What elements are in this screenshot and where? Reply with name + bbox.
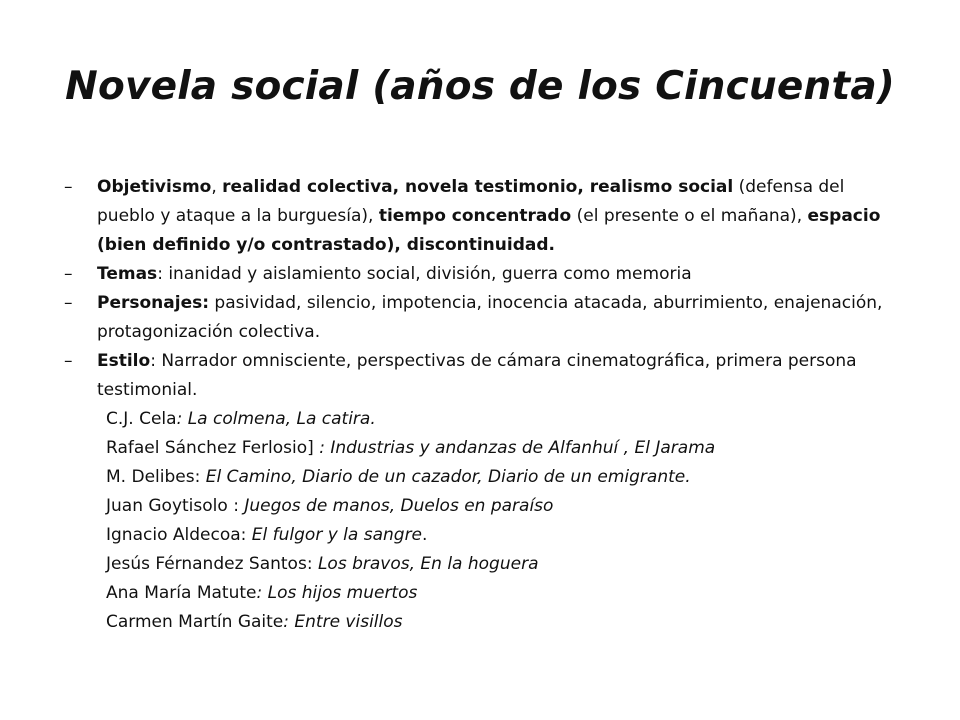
bullet-text: (defensa del pueblo y ataque a la burguesía),: [97, 177, 845, 226]
author-name: C.J. Cela: [106, 409, 177, 429]
bullet-item: [64, 173, 894, 260]
author-entry: [106, 579, 894, 608]
bullet-key-term: espacio (bien definido y/o contrastado), discontinuidad.: [97, 206, 881, 255]
author-name: Juan Goytisolo :: [106, 496, 245, 516]
author-entry: [106, 434, 894, 463]
author-suffix: .: [422, 525, 428, 545]
bullet-text: pasividad, silencio, impotencia, inocencia atacada, aburrimiento, enajenación, protagonización colectiva.: [97, 293, 883, 342]
bullet-key-term: Personajes:: [97, 293, 210, 313]
bullet-item: [64, 289, 894, 347]
slide-title: Novela social (años de los Cincuenta): [65, 64, 895, 109]
bullet-item: [64, 260, 894, 289]
bullet-text: ,: [211, 177, 223, 197]
author-name: Ignacio Aldecoa:: [106, 525, 252, 545]
author-entry: [106, 405, 894, 434]
bullet-text: : Narrador omnisciente, perspectivas de cámara cinematográfica, primera persona testimonial.: [97, 351, 857, 400]
author-works: Los bravos, En la hoguera: [317, 554, 539, 574]
author-works: : Los hijos muertos: [256, 583, 418, 603]
bullet-dash: –: [64, 351, 73, 371]
bullet-dash: –: [64, 293, 73, 313]
author-works: : La colmena, La catira.: [176, 409, 376, 429]
content-body: [64, 173, 894, 637]
author-works: Juegos de manos, Duelos en paraíso: [244, 496, 554, 516]
author-name: Jesús Férnandez Santos:: [106, 554, 318, 574]
author-entry: [106, 492, 894, 521]
author-name: M. Delibes:: [106, 467, 206, 487]
bullet-text: : inanidad y aislamiento social, división, guerra como memoria: [157, 264, 692, 284]
author-list: [64, 405, 894, 637]
bullet-key-term: tiempo concentrado: [378, 206, 572, 226]
author-entry: [106, 550, 894, 579]
author-works: El fulgor y la sangre: [251, 525, 423, 545]
author-name: Carmen Martín Gaite: [106, 612, 284, 632]
bullet-key-term: realidad colectiva, novela testimonio, realismo social: [222, 177, 734, 197]
bullet-item: [64, 347, 894, 405]
bullet-key-term: Estilo: [97, 351, 151, 371]
author-works: : Industrias y andanzas de Alfanhuí , El Jarama: [319, 438, 716, 458]
author-works: : Entre visillos: [283, 612, 403, 632]
bullet-key-term: Objetivismo: [97, 177, 212, 197]
author-entry: [106, 463, 894, 492]
bullet-dash: –: [64, 264, 73, 284]
bullet-list: [64, 173, 894, 405]
author-entry: [106, 521, 894, 550]
author-name: Ana María Matute: [106, 583, 257, 603]
author-entry: [106, 608, 894, 637]
author-name: Rafael Sánchez Ferlosio]: [106, 438, 320, 458]
bullet-dash: –: [64, 177, 73, 197]
bullet-key-term: Temas: [97, 264, 158, 284]
author-works: El Camino, Diario de un cazador, Diario de un emigrante.: [205, 467, 691, 487]
bullet-text: (el presente o el mañana),: [571, 206, 808, 226]
